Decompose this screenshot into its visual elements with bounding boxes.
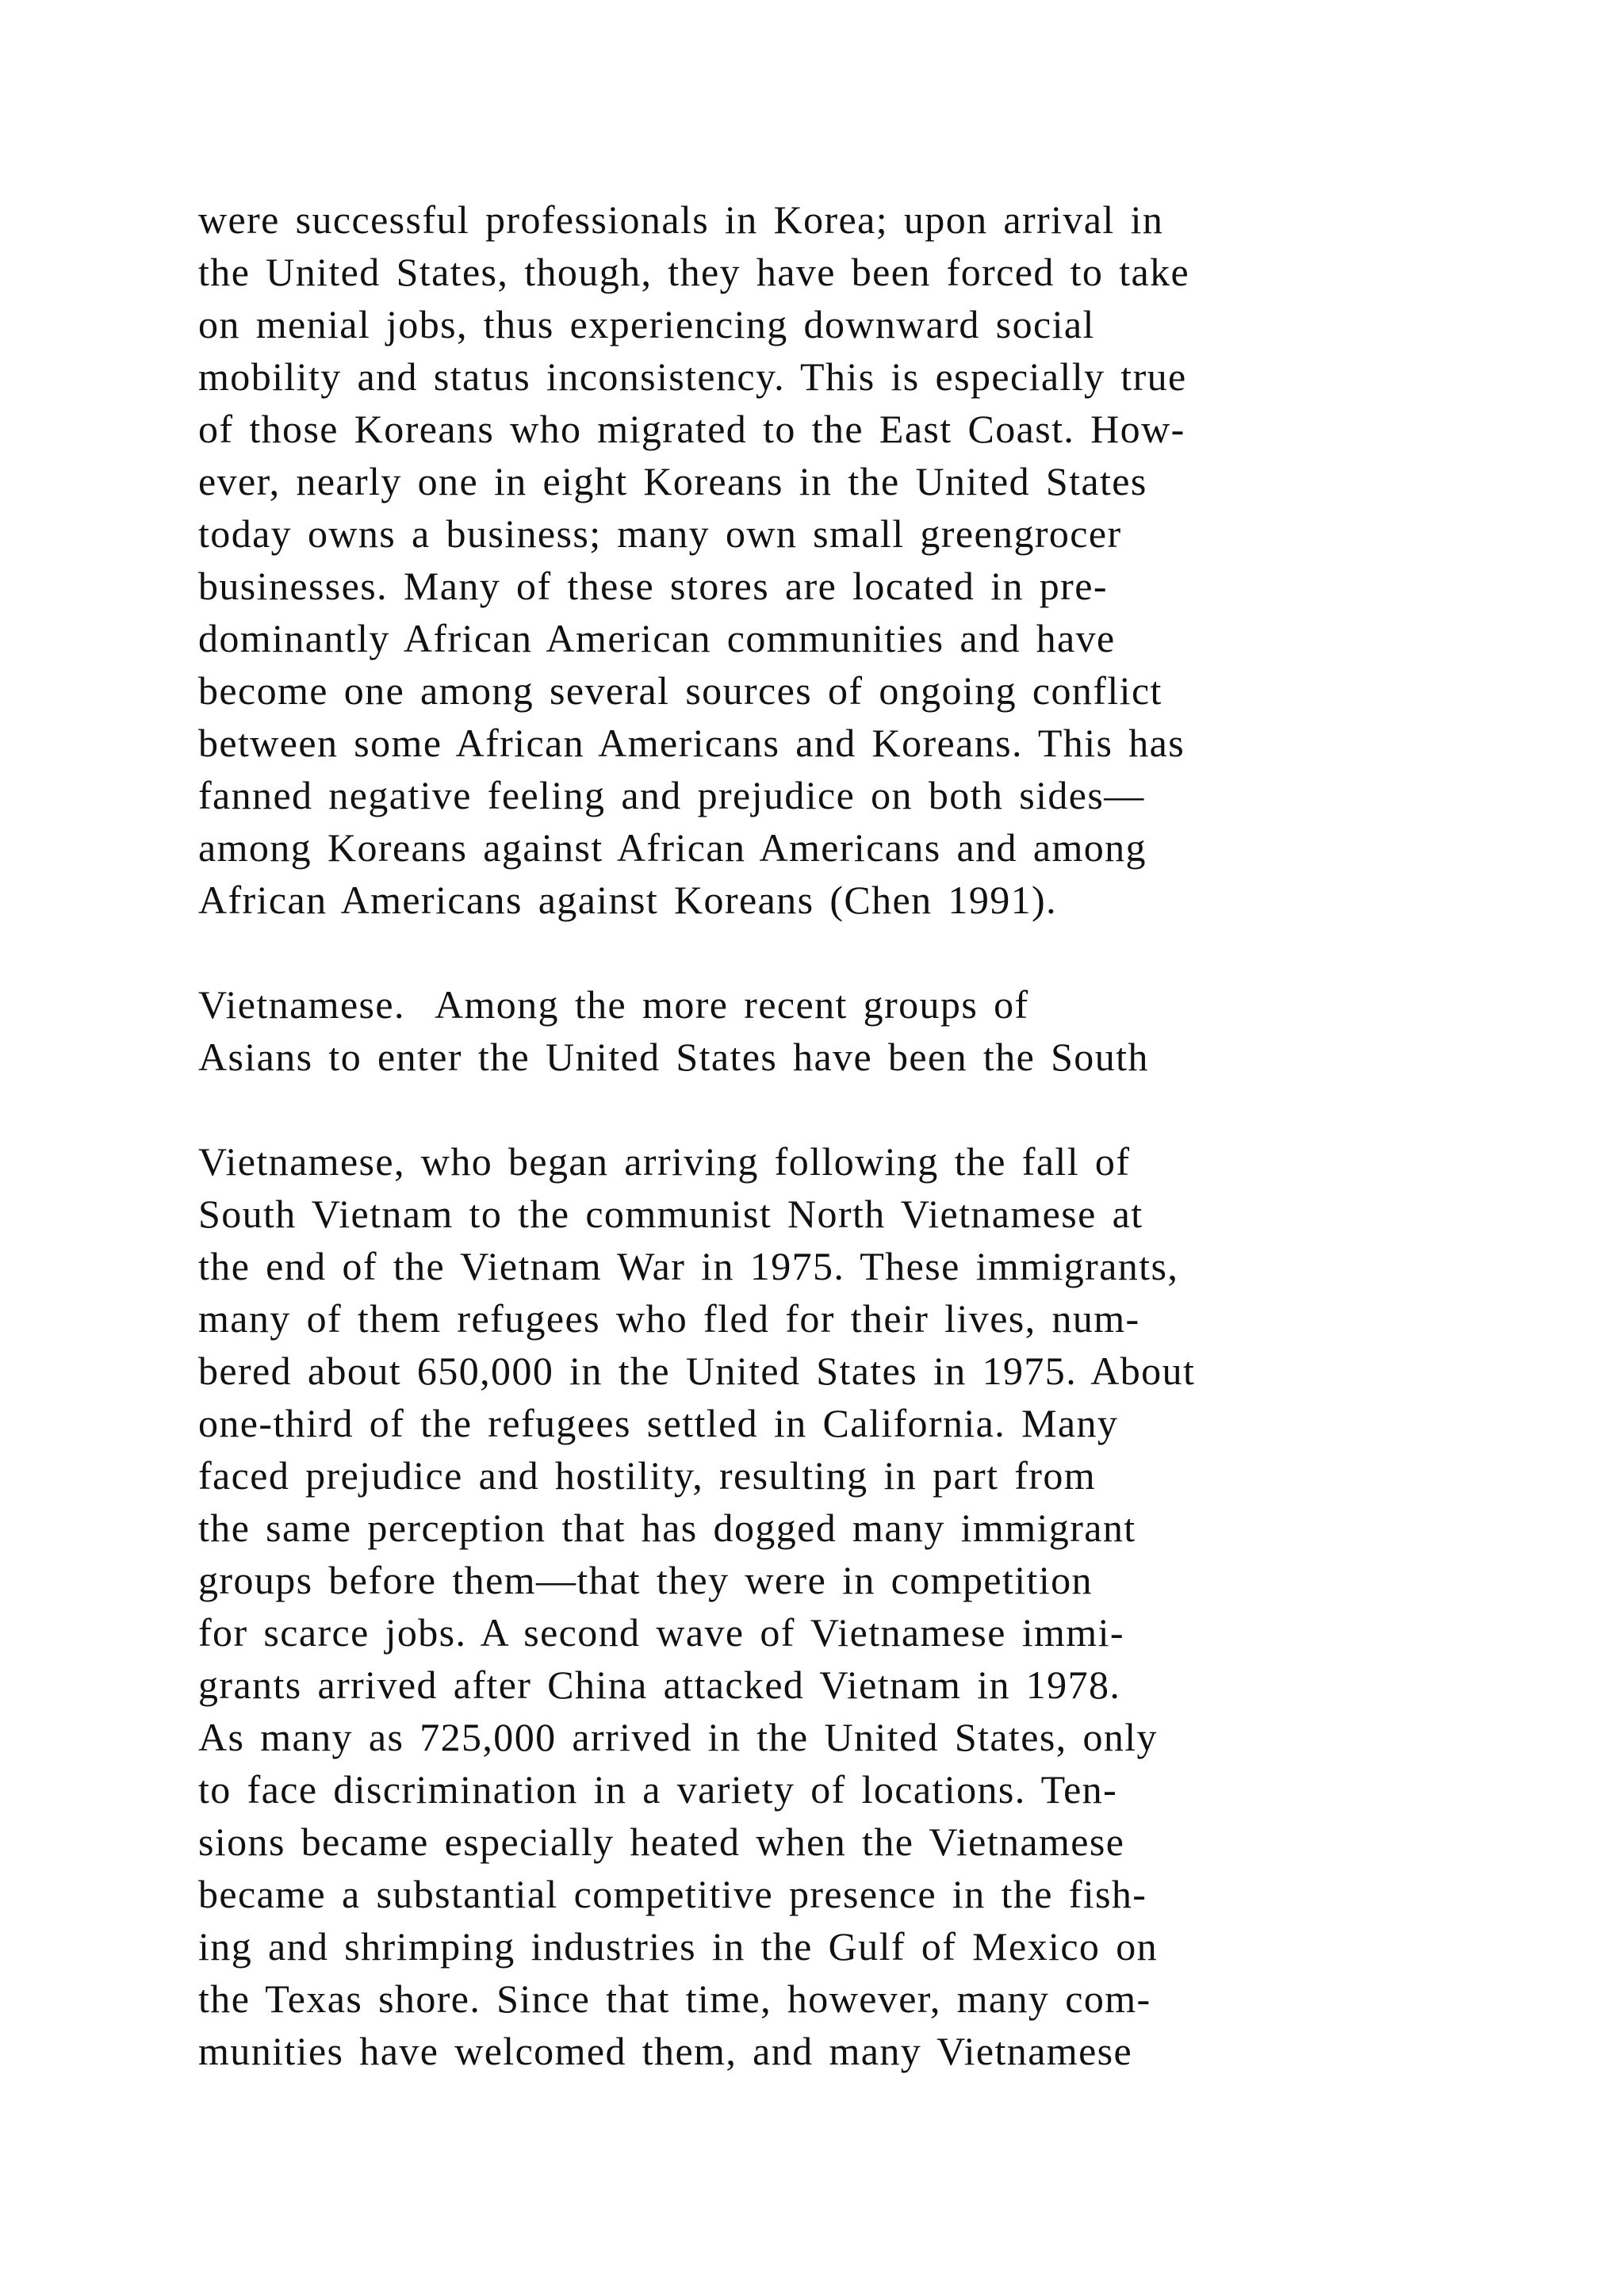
paragraph-vietnamese-immigrants [198, 1135, 1308, 2077]
text-line: fanned negative feeling and prejudice on both sides— [198, 773, 1145, 817]
text-line: were successful professionals in Korea; upon arrival in [198, 197, 1164, 242]
text-line: businesses. Many of these stores are located in pre- [198, 564, 1108, 608]
text-line: Vietnamese. Among the more recent groups of [198, 982, 1029, 1027]
text-line: the same perception that has dogged many immigrant [198, 1506, 1136, 1550]
text-line: ing and shrimping industries in the Gulf of Mexico on [198, 1924, 1159, 1969]
text-line: faced prejudice and hostility, resulting in part from [198, 1453, 1097, 1498]
text-line: of those Koreans who migrated to the East Coast. How- [198, 407, 1185, 451]
text-line: Asians to enter the United States have been the South [198, 1035, 1149, 1079]
text-line: the United States, though, they have been forced to take [198, 250, 1190, 294]
text-line: munities have welcomed them, and many Vietnamese [198, 2029, 1133, 2073]
text-line: South Vietnam to the communist North Vietnamese at [198, 1192, 1143, 1236]
text-line: bered about 650,000 in the United States in 1975. About [198, 1349, 1196, 1393]
text-line: became a substantial competitive presence in the fish- [198, 1872, 1147, 1916]
text-line: many of them refugees who fled for their lives, num- [198, 1296, 1140, 1341]
text-line: African Americans against Koreans (Chen 1991). [198, 878, 1057, 922]
paragraph-vietnamese-heading [198, 978, 1308, 1083]
text-line: become one among several sources of ongoing conflict [198, 668, 1162, 713]
text-line: today owns a business; many own small greengrocer [198, 511, 1122, 556]
text-line: grants arrived after China attacked Vietnam in 1978. [198, 1663, 1121, 1707]
text-line: ever, nearly one in eight Koreans in the United States [198, 459, 1147, 503]
text-line: the end of the Vietnam War in 1975. These immigrants, [198, 1244, 1179, 1288]
paragraph-korean-immigrants [198, 193, 1308, 926]
text-line: on menial jobs, thus experiencing downward social [198, 302, 1095, 346]
text-line: among Koreans against African Americans and among [198, 825, 1147, 870]
text-line: Vietnamese, who began arriving following the fall of [198, 1139, 1131, 1184]
text-line: As many as 725,000 arrived in the United States, only [198, 1715, 1158, 1759]
text-line: sions became especially heated when the Vietnamese [198, 1820, 1125, 1864]
text-line: between some African Americans and Koreans. This has [198, 721, 1185, 765]
text-line: for scarce jobs. A second wave of Vietnamese immi- [198, 1610, 1124, 1655]
text-line: dominantly African American communities and have [198, 616, 1116, 660]
text-line: one-third of the refugees settled in California. Many [198, 1401, 1119, 1445]
text-line: mobility and status inconsistency. This is especially true [198, 354, 1187, 399]
text-line: the Texas shore. Since that time, however, many com- [198, 1976, 1151, 2021]
text-line: groups before them—that they were in competition [198, 1558, 1093, 1602]
text-line: to face discrimination in a variety of locations. Ten- [198, 1767, 1118, 1812]
